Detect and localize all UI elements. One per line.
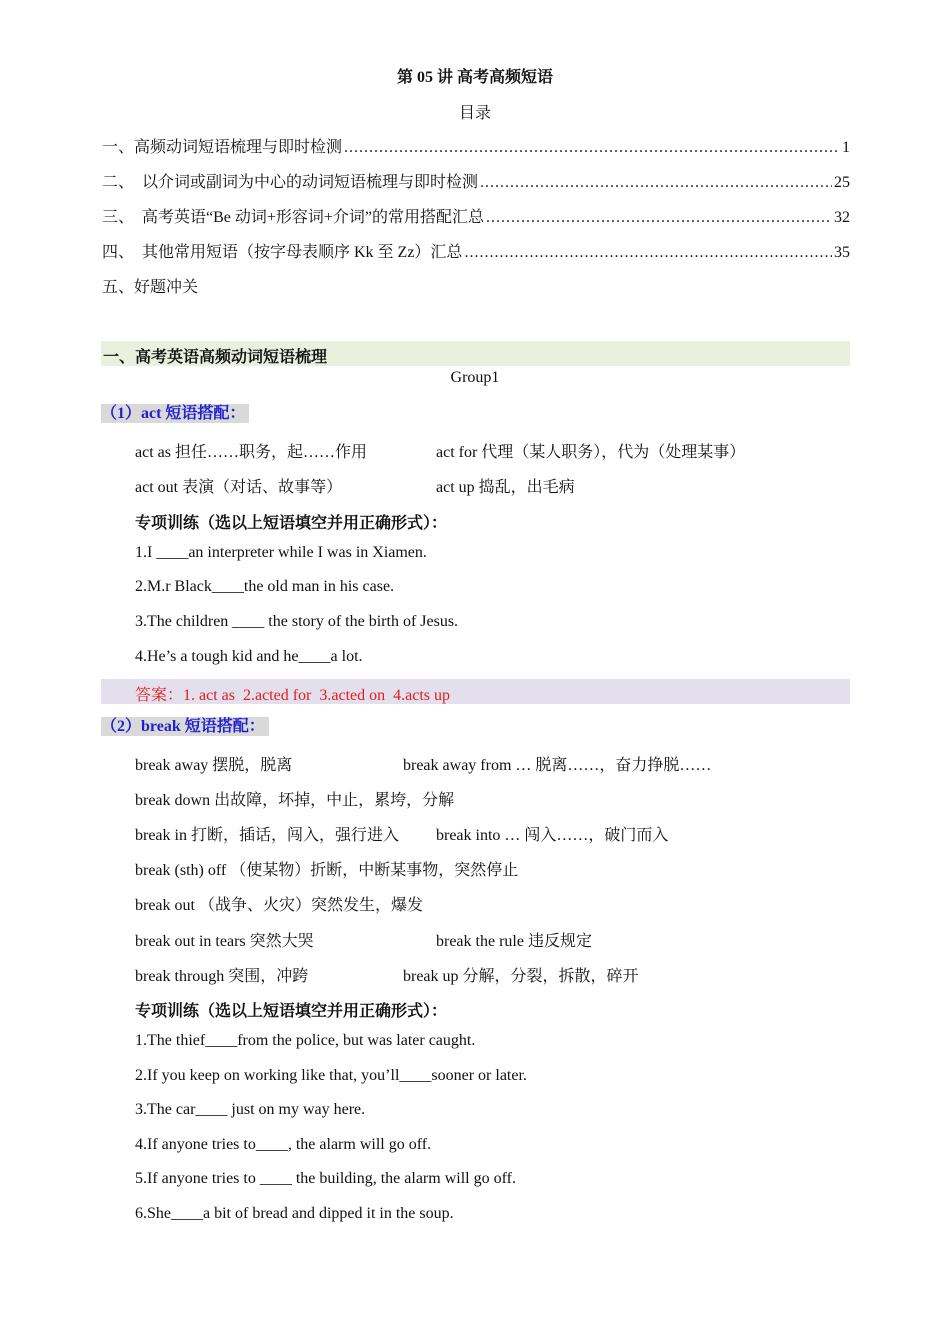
phrase-item: break away 摆脱，脱离 xyxy=(135,757,293,774)
phrase-item: break down 出故障，坏掉，中止，累垮，分解 xyxy=(135,792,455,809)
phrase-item: break out （战争、火灾）突然发生，爆发 xyxy=(135,897,423,914)
group-label: Group1 xyxy=(450,369,500,386)
toc-entry-text: 五、好题冲关 xyxy=(102,279,199,296)
phrase-item: break through 突围，冲跨 xyxy=(135,968,309,985)
phrase-item: break in 打断，插话，闯入，强行进入 xyxy=(135,827,399,844)
exercise-item: 2.M.r Black____the old man in his case. xyxy=(135,578,395,595)
answer-text: 答案：1. act as 2.acted for 3.acted on 4.acts up xyxy=(135,687,451,704)
exercise-item: 2.If you keep on working like that, you’ll____sooner or later. xyxy=(135,1067,527,1084)
toc-entry[interactable] xyxy=(102,204,850,226)
toc-entry-text: 一、高频动词短语梳理与即时检测 xyxy=(102,139,343,156)
toc-page-number: 32 xyxy=(834,209,850,226)
toc-page-number: 25 xyxy=(834,174,850,191)
phrase-item: act up 捣乱，出毛病 xyxy=(436,479,575,496)
phrase-item: break (sth) off （使某物）折断，中断某事物，突然停止 xyxy=(135,862,519,879)
act-heading: （1）act 短语搭配： xyxy=(101,404,249,423)
phrase-item: act out 表演（对话、故事等） xyxy=(135,479,343,496)
exercise-item: 5.If anyone tries to ____ the building, the alarm will go off. xyxy=(135,1170,516,1187)
phrase-item: break up 分解，分裂，拆散，碎开 xyxy=(403,968,639,985)
break-heading: （2）break 短语搭配： xyxy=(101,717,269,736)
toc-entry-text: 二、 以介词或副词为中心的动词短语梳理与即时检测 xyxy=(102,174,479,191)
toc-entry-text: 三、 高考英语“Be 动词+形容词+介词”的常用搭配汇总 xyxy=(102,209,485,226)
exercise-item: 4.If anyone tries to____, the alarm will go off. xyxy=(135,1136,432,1153)
exercise-item: 4.He’s a tough kid and he____a lot. xyxy=(135,648,363,665)
training-label: 专项训练（选以上短语填空并用正确形式）： xyxy=(135,515,448,532)
phrase-item: break the rule 违反规定 xyxy=(436,933,592,950)
phrase-item: act for 代理（某人职务），代为（处理某事） xyxy=(436,444,746,461)
toc-entry[interactable] xyxy=(102,169,850,191)
training-label: 专项训练（选以上短语填空并用正确形式）： xyxy=(135,1003,448,1020)
section-title: 一、高考英语高频动词短语梳理 xyxy=(103,349,328,366)
toc-leader-dots xyxy=(486,209,832,227)
toc-leader-dots xyxy=(344,139,840,157)
toc-page-number: 35 xyxy=(834,244,850,261)
exercise-item: 1.The thief____from the police, but was later caught. xyxy=(135,1032,476,1049)
toc-entry-text: 四、 其他常用短语（按字母表顺序 Kk 至 Zz）汇总 xyxy=(102,244,463,261)
page-title: 第 05 讲 高考高频短语 xyxy=(396,69,553,86)
toc-entry[interactable] xyxy=(102,239,850,261)
exercise-item: 1.I ____an interpreter while I was in Xiamen. xyxy=(135,544,427,561)
phrase-item: act as 担任……职务，起……作用 xyxy=(135,444,367,461)
toc-leader-dots xyxy=(464,244,832,262)
exercise-item: 6.She____a bit of bread and dipped it in the soup. xyxy=(135,1205,454,1222)
exercise-item: 3.The children ____ the story of the birth of Jesus. xyxy=(135,613,459,630)
toc-heading: 目录 xyxy=(458,105,491,122)
toc-entry[interactable] xyxy=(102,274,850,296)
phrase-item: break out in tears 突然大哭 xyxy=(135,933,314,950)
toc-leader-dots xyxy=(480,174,832,192)
toc-page-number: 1 xyxy=(842,139,850,156)
toc-entry[interactable] xyxy=(102,134,850,156)
exercise-item: 3.The car____ just on my way here. xyxy=(135,1101,366,1118)
phrase-item: break into … 闯入……，破门而入 xyxy=(436,827,669,844)
phrase-item: break away from … 脱离……，奋力挣脱…… xyxy=(403,757,712,774)
